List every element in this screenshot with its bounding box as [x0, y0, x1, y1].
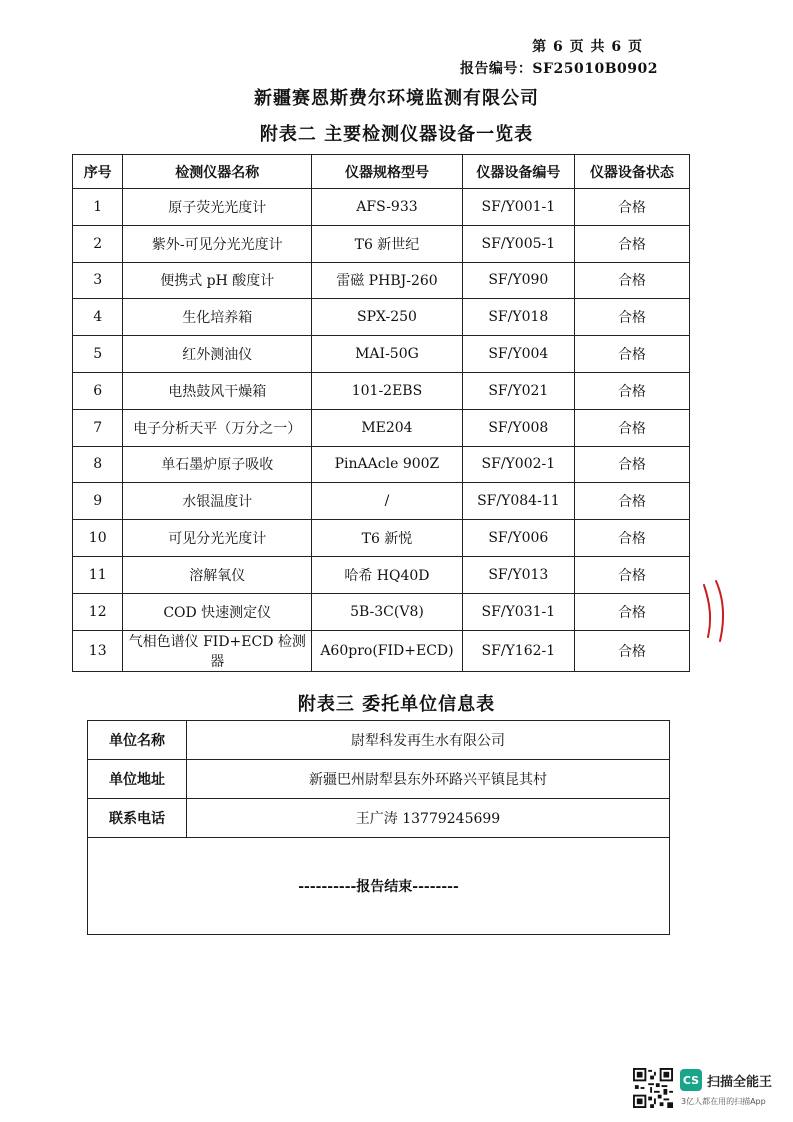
- instrument-model: 雷磁 PHBJ-260: [312, 262, 463, 299]
- instrument-name: 单石墨炉原子吸收: [123, 446, 312, 483]
- instrument-name: 电子分析天平（万分之一）: [123, 409, 312, 446]
- instrument-model: 5B-3C(V8): [312, 593, 463, 630]
- instrument-id: SF/Y021: [462, 372, 574, 409]
- table-row: [88, 760, 670, 799]
- equipment-table-header: [73, 155, 690, 189]
- equipment-table: [72, 154, 690, 672]
- instrument-id: SF/Y090: [462, 262, 574, 299]
- col-header: 仪器设备编号: [462, 155, 574, 189]
- instrument-status: 合格: [574, 446, 689, 483]
- instrument-status: 合格: [574, 372, 689, 409]
- table3-title: 附表三 委托单位信息表: [297, 694, 496, 715]
- instrument-model: A60pro(FID+ECD): [312, 630, 463, 671]
- instrument-status: 合格: [574, 189, 689, 226]
- instrument-name: 紫外-可见分光光度计: [123, 225, 312, 262]
- instrument-name: 水银温度计: [123, 483, 312, 520]
- row-index: 2: [73, 225, 123, 262]
- instrument-status: 合格: [574, 483, 689, 520]
- instrument-name: 原子荧光光度计: [123, 189, 312, 226]
- instrument-id: SF/Y031-1: [462, 593, 574, 630]
- table-row: [73, 630, 690, 671]
- instrument-id: SF/Y084-11: [462, 483, 574, 520]
- table2-title: 附表二 主要检测仪器设备一览表: [259, 124, 534, 145]
- instrument-status: 合格: [574, 630, 689, 671]
- instrument-status: 合格: [574, 409, 689, 446]
- row-index: 1: [73, 189, 123, 226]
- scanner-slogan: 3亿人都在用的扫描App: [681, 1097, 766, 1106]
- table-row: [88, 799, 670, 838]
- instrument-name: 生化培养箱: [123, 299, 312, 336]
- instrument-name: 便携式 pH 酸度计: [123, 262, 312, 299]
- instrument-model: T6 新世纪: [312, 225, 463, 262]
- table-row: [73, 262, 690, 299]
- report-number: 报告编号：SF25010B0902: [459, 61, 658, 77]
- row-index: 6: [73, 372, 123, 409]
- instrument-model: T6 新悦: [312, 520, 463, 557]
- table-row: [73, 409, 690, 446]
- instrument-name: 可见分光光度计: [123, 520, 312, 557]
- instrument-model: PinAAcle 900Z: [312, 446, 463, 483]
- row-index: 9: [73, 483, 123, 520]
- instrument-model: /: [312, 483, 463, 520]
- instrument-name: 气相色谱仪 FID+ECD 检测器: [123, 630, 312, 671]
- client-info-table: [87, 720, 670, 935]
- handwritten-check-mark-icon: [700, 575, 730, 645]
- instrument-model: 哈希 HQ40D: [312, 556, 463, 593]
- unit-name-value: 尉犁科发再生水有限公司: [187, 721, 670, 760]
- row-index: 4: [73, 299, 123, 336]
- instrument-id: SF/Y162-1: [462, 630, 574, 671]
- table-row: [73, 446, 690, 483]
- row-index: 10: [73, 520, 123, 557]
- table-row: [73, 189, 690, 226]
- company-name: 新疆赛恩斯费尔环境监测有限公司: [254, 88, 539, 109]
- phone-value: 王广涛 13779245699: [187, 799, 670, 838]
- unit-name-label: 单位名称: [88, 721, 187, 760]
- row-index: 13: [73, 630, 123, 671]
- instrument-name: 电热鼓风干燥箱: [123, 372, 312, 409]
- page-info: 第 6 页 共 6 页: [532, 39, 643, 55]
- instrument-model: ME204: [312, 409, 463, 446]
- table-row: [73, 336, 690, 373]
- instrument-status: 合格: [574, 299, 689, 336]
- table-row: [73, 556, 690, 593]
- scanner-app-name: 扫描全能王: [707, 1075, 773, 1090]
- camscanner-logo-icon: CS: [680, 1069, 702, 1091]
- row-index: 5: [73, 336, 123, 373]
- instrument-model: SPX-250: [312, 299, 463, 336]
- col-header: 仪器规格型号: [312, 155, 463, 189]
- row-index: 3: [73, 262, 123, 299]
- instrument-status: 合格: [574, 262, 689, 299]
- row-index: 7: [73, 409, 123, 446]
- table-row: [73, 372, 690, 409]
- unit-address-value: 新疆巴州尉犁县东外环路兴平镇昆其村: [187, 760, 670, 799]
- row-index: 8: [73, 446, 123, 483]
- instrument-status: 合格: [574, 225, 689, 262]
- instrument-id: SF/Y005-1: [462, 225, 574, 262]
- table-row: [73, 483, 690, 520]
- col-header: 检测仪器名称: [123, 155, 312, 189]
- instrument-name: 红外测油仪: [123, 336, 312, 373]
- instrument-id: SF/Y008: [462, 409, 574, 446]
- report-end-text: ----------报告结束--------: [88, 838, 670, 935]
- instrument-model: 101-2EBS: [312, 372, 463, 409]
- col-header: 仪器设备状态: [574, 155, 689, 189]
- instrument-id: SF/Y002-1: [462, 446, 574, 483]
- instrument-status: 合格: [574, 336, 689, 373]
- instrument-status: 合格: [574, 556, 689, 593]
- instrument-id: SF/Y004: [462, 336, 574, 373]
- col-header: 序号: [73, 155, 123, 189]
- table-row: [88, 838, 670, 935]
- instrument-status: 合格: [574, 520, 689, 557]
- row-index: 11: [73, 556, 123, 593]
- instrument-model: MAI-50G: [312, 336, 463, 373]
- table-row: [73, 225, 690, 262]
- instrument-name: 溶解氧仪: [123, 556, 312, 593]
- table-row: [73, 520, 690, 557]
- row-index: 12: [73, 593, 123, 630]
- instrument-status: 合格: [574, 593, 689, 630]
- unit-address-label: 单位地址: [88, 760, 187, 799]
- table-row: [73, 299, 690, 336]
- instrument-id: SF/Y001-1: [462, 189, 574, 226]
- instrument-name: COD 快速测定仪: [123, 593, 312, 630]
- table-row: [88, 721, 670, 760]
- qr-code-icon: [633, 1068, 673, 1108]
- instrument-model: AFS-933: [312, 189, 463, 226]
- instrument-id: SF/Y006: [462, 520, 574, 557]
- instrument-id: SF/Y018: [462, 299, 574, 336]
- table-row: [73, 593, 690, 630]
- instrument-id: SF/Y013: [462, 556, 574, 593]
- phone-label: 联系电话: [88, 799, 187, 838]
